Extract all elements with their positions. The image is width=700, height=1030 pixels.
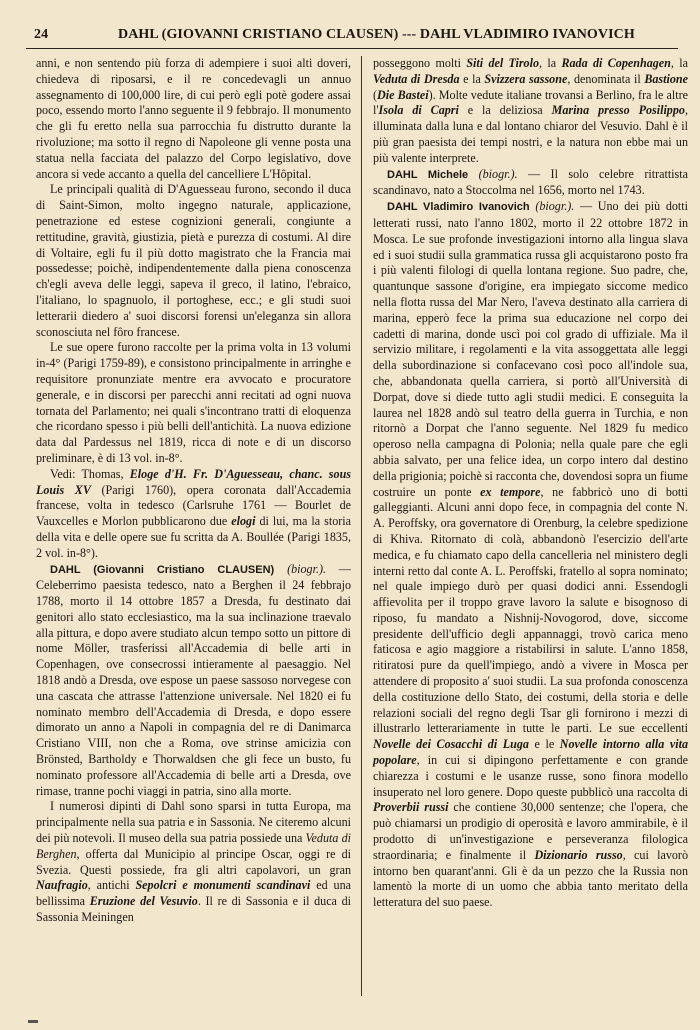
text-run: e la deliziosa bbox=[458, 103, 552, 118]
entry-body: che contiene 30,000 sentenze; che l'opera, che può chiamarsi un prodigio di operosità e lavoro ammirabile, è il prodotto di un'investigazione e perseveranza filologica straordinaria; e finalmente il bbox=[373, 800, 688, 862]
work-title: Svizzera sassone bbox=[484, 71, 568, 86]
text-run: , illuminata dalla luna e dal lontano chiaror del Vesuvio. Dahl è il più gran paesista dei tempi nostri, e la natura non ebbe mai un più valente interprete. bbox=[373, 103, 688, 165]
right-column bbox=[373, 56, 688, 911]
work-title: Die Bastei bbox=[377, 87, 429, 102]
text-run: I numerosi dipinti di Dahl sono sparsi in tutta Europa, ma principalmente nella sua patria e in Sassonia. Ne citeremo alcuni dei più notevoli. Il museo della sua patria possiede una bbox=[36, 799, 351, 846]
latin-phrase: ex tempore bbox=[480, 484, 541, 499]
entry-category: (biogr.). bbox=[529, 199, 575, 214]
text-run: ed una bellissima bbox=[36, 878, 351, 909]
text-run: e la bbox=[459, 71, 485, 86]
text-run: , denominata il bbox=[567, 71, 645, 86]
entry-body: , ne fabbricò uno di botti galleggianti. Alcuni anni dopo fece, in compagnia del conte N. A. Peroffsky, ora governatore di Orenburg, la celebre spedizione di Khiva. Ritornato di colà, abbandonò l'esercizio dell'arte medica, e fu chiamato capo della cancelleria nel ministero degli interni retto dal conte A. L. Peroffski, fratello al sopra nominato; nel quale impiego durò per quasi dodici anni. Essendogli affievolita per il troppo grave lavoro la salute e bisognoso di riposo, fu mandato a Nishnij-Novogorod, dove, siccome presidente dell'ufficio degli appannaggi, trovò carica meno faticosa e agio maggiore a ristabilirsi in salute. L'anno 1858, ritiratosi pure da quell'impiego, andò a vivere in Mosca per attendere di proposito a' suoi studii. La sua profonda conoscenza della costituzione dello Stato, dei costumi, della storia e delle relazioni sociali del regno degli Tsar gli fornirono i mezzi di illustrarlo letterariamente in tutte le parti. Le sue eccellenti bbox=[373, 484, 688, 736]
text-run: , antichi bbox=[87, 878, 136, 893]
entry-dahl-vladimiro bbox=[373, 199, 688, 911]
text-run: , la bbox=[670, 56, 688, 70]
entry-headword: DAHL Vladimiro Ivanovich bbox=[387, 201, 530, 214]
text-run: ). Molte vedute italiane trovansi a Berlino, fra le altre l' bbox=[373, 87, 688, 118]
text-columns bbox=[26, 56, 689, 1006]
work-title: Bastione bbox=[644, 71, 688, 86]
text-run: di lui, ma la storia della vita e delle opere sue fu scritta da A. Boullée (Parigi 1835, 2 vol. in-8°). bbox=[36, 514, 351, 560]
entry-body: — Celeberrimo paesista tedesco, nato a Berghen il 24 febbrajo 1788, morto il 14 ottobre 1857 a Dresda, fu destinato dai genitori allo stato ecclesiastico, ma la sua inclinazione traevalo alla pittura, e dopo avere studiato alcun tempo sotto un pittore di nome Möller, trasferissi all'Accademia di belle arti in Copenhagen, ove consecrossi intieramente al paesaggio. Nel 1818 andò a Dresda, ove espose un paese sassoso norvegese con una cascata che attrasse l'attenzione universale. Nel 1820 ei fu nominato membro dell'Accademia di Dresda, e dopo essere dimorato un anno a Napoli in compagnia del re di Danimarca Cristiano VIII, non che a Roma, ove strinse amicizia con Brönsted, Bartholdy e Thorwaldsen che gli fece un busto, fu nominato professore all'Accademia di belle arti a Dresda, ove rimase, tranne pochi viaggi in patria, sino alla morte. bbox=[36, 561, 351, 798]
entry-headword: DAHL (Giovanni Cristiano CLAUSEN) bbox=[50, 563, 275, 576]
entry-body: e le bbox=[528, 737, 560, 752]
print-mark bbox=[28, 1020, 38, 1023]
entry-body: , in cui si dipingono perfettamente e con grande chiarezza i costumi e le usanze russe, sono finora modello insuperato nel loro genere. Dopo queste pubblicò una raccolta di bbox=[373, 753, 688, 799]
paragraph: anni, e non sentendo più forza di adempiere i suoi alti doveri, chiedeva di riposarsi, e il re concedevagli un annuo assegnamento di 100,000 lire, di cui però egli potè godere assai poco, essendo morto l'anno seguente il 9 febbrajo. Il monumento che gli fu eretto nella sua parrocchia fu distrutto durante la rivoluzione; ma sotto il regno di Napoleone gli venne posta una statua nella facciata del palazzo del Corpo legislativo, dove ancora si vede accanto a quella del cancelliere L'Hôpital. bbox=[36, 56, 351, 181]
entry-category: (biogr.). bbox=[274, 561, 327, 576]
text-run: posseggono molti bbox=[373, 56, 467, 70]
work-title: Dizionario russo bbox=[534, 847, 623, 862]
text-run: . Il re di Sassonia e il duca di Sassonia Meiningen bbox=[36, 894, 351, 925]
page-number: 24 bbox=[34, 27, 49, 42]
paragraph bbox=[36, 799, 351, 925]
entry-body: — Uno dei più dotti letterati russi, nato l'anno 1802, morto il 22 ottobre 1872 in Mosca. Le sue profonde investigazioni intorno alla lingua slava ed i suoi studii sulla grammatica russa gli acquistarono posto fra i più valenti filologi di quella lontana regione. Suo padre, che, quantunque sassone d'origine, era impiegato siccome medico nella flotta russa del Mar Nero, l'aveva destinato alla carriera di marina, epperò fece la prima sua educazione nel corpo dei cadetti di marina, donde uscì poi col grado di uffiziale. Ma il servizio militare, i regolamenti e la vita assoggettata alle leggi della subordinazione si confacevano così poco all'indole sua, che, abbandonata quella carriera, si portò all'Università di Dorpat, dove si diede tutto agli studii medici. E conseguita la laurea nel 1828 andò sul teatro della guerra in Turchia, e non ritornò a Dorpat che l'anno seguente. Nel 1829 fu medico operoso nella campagna di Polonia; nella quale pare che egli abbia salvato, per una felice idea, un corpo intero dal destino della prigionia; poichè si racconta che, dovendosi sopra un fiume costruire un ponte bbox=[373, 199, 689, 499]
book-title: elogi bbox=[231, 514, 256, 529]
work-title: Isola di Capri bbox=[378, 103, 459, 118]
text-run: ( bbox=[373, 87, 378, 102]
book-title: Eloge d'H. Fr. D'Aguesseau, chanc. sous Louis XV bbox=[36, 466, 351, 497]
document-page bbox=[26, 22, 689, 925]
work-title: Veduta di Berghen bbox=[36, 831, 351, 861]
work-title: Novelle intorno alla vita popolare bbox=[373, 737, 688, 768]
work-title: Naufragio bbox=[36, 878, 88, 893]
entry-body: , cui lavorò intorno ben quarant'anni. Gli è da un pezzo che la Russia non lamentò la morte di un uomo che abbia tanto meritato della letteratura del suo paese. bbox=[373, 847, 688, 910]
text-run: , offerta dal Municipio al principe Oscar, oggi re di Svezia. Questi possiede, fra gli altri capolavori, un gran bbox=[36, 846, 351, 877]
paragraph bbox=[373, 56, 688, 167]
work-title: Rada di Copenhagen bbox=[561, 56, 671, 70]
entry-body: — Il solo celebre ritrattista scandinavo, nato a Stoccolma nel 1656, morto nel 1743. bbox=[373, 166, 688, 198]
work-title: Veduta di Dresda bbox=[373, 71, 460, 86]
paragraph bbox=[36, 467, 351, 562]
entry-dahl-michele bbox=[373, 167, 688, 200]
work-title: Marina presso Posilippo bbox=[551, 103, 685, 118]
column-divider bbox=[361, 56, 362, 996]
text-run: (Parigi 1760), opera coronata dall'Accademia francese, volta in tedesco (Carlsruhe 1761 — Bourlet de Vauxcelles e Morlon pubblicarono due bbox=[36, 482, 351, 529]
text-run: , la bbox=[539, 56, 562, 70]
text-run: Vedi: Thomas, bbox=[50, 466, 130, 481]
entry-headword: DAHL Michele bbox=[387, 168, 469, 181]
paragraph: Le sue opere furono raccolte per la prima volta in 13 volumi in-4° (Parigi 1759-89), e consistono principalmente in arringhe e requisitore pronunziate mentre era avvocato e procuratore generale, e in discorsi per parecchi anni recitati ad ogni nuova tornata del Parlamento; nei quali s'incontrano tratti di eloquenza che ricordano spesso i più belli dell'antichità. La nuova edizione data dal Pardessus nel 1819, ricca di note e di un discorso preliminare, è di 13 vol. in-8°. bbox=[36, 340, 351, 465]
work-title: Siti del Tirolo bbox=[466, 56, 540, 70]
work-title: Sepolcri e monumenti scandinavi bbox=[135, 878, 311, 893]
work-title: Eruzione del Vesuvio bbox=[89, 894, 198, 909]
running-title: DAHL (GIOVANNI CRISTIANO CLAUSEN) --- DAHL VLADIMIRO IVANOVICH bbox=[118, 27, 635, 42]
entry-category: (biogr.). bbox=[468, 166, 518, 181]
work-title: Proverbii russi bbox=[373, 800, 449, 815]
entry-dahl-giovanni bbox=[36, 562, 351, 800]
paragraph: Le principali qualità di D'Aguesseau furono, secondo il duca di Saint-Simon, molto ingegno naturale, applicazione, penetrazione ed estese cognizioni generali, congiunte a rettitudine, gravità, giustizia, pietà e purezza di costumi. Al dire di Voltaire, egli fu il più dotto magistrato che la Francia mai possedesse; poichè, indipendentemente dalla piena conoscenza ch'egli aveva delle leggi, sapeva il greco, il latino, l'ebraico, l'italiano, lo spagnuolo, il portoghese, ecc.; e gli studi suoi letterarii diedero a' suoi discorsi forensi un'eleganza sin allora sconosciuta nel fôro francese. bbox=[36, 182, 351, 339]
work-title: Novelle dei Cosacchi di Luga bbox=[373, 737, 529, 752]
left-column bbox=[36, 56, 351, 926]
page-header bbox=[26, 22, 678, 49]
